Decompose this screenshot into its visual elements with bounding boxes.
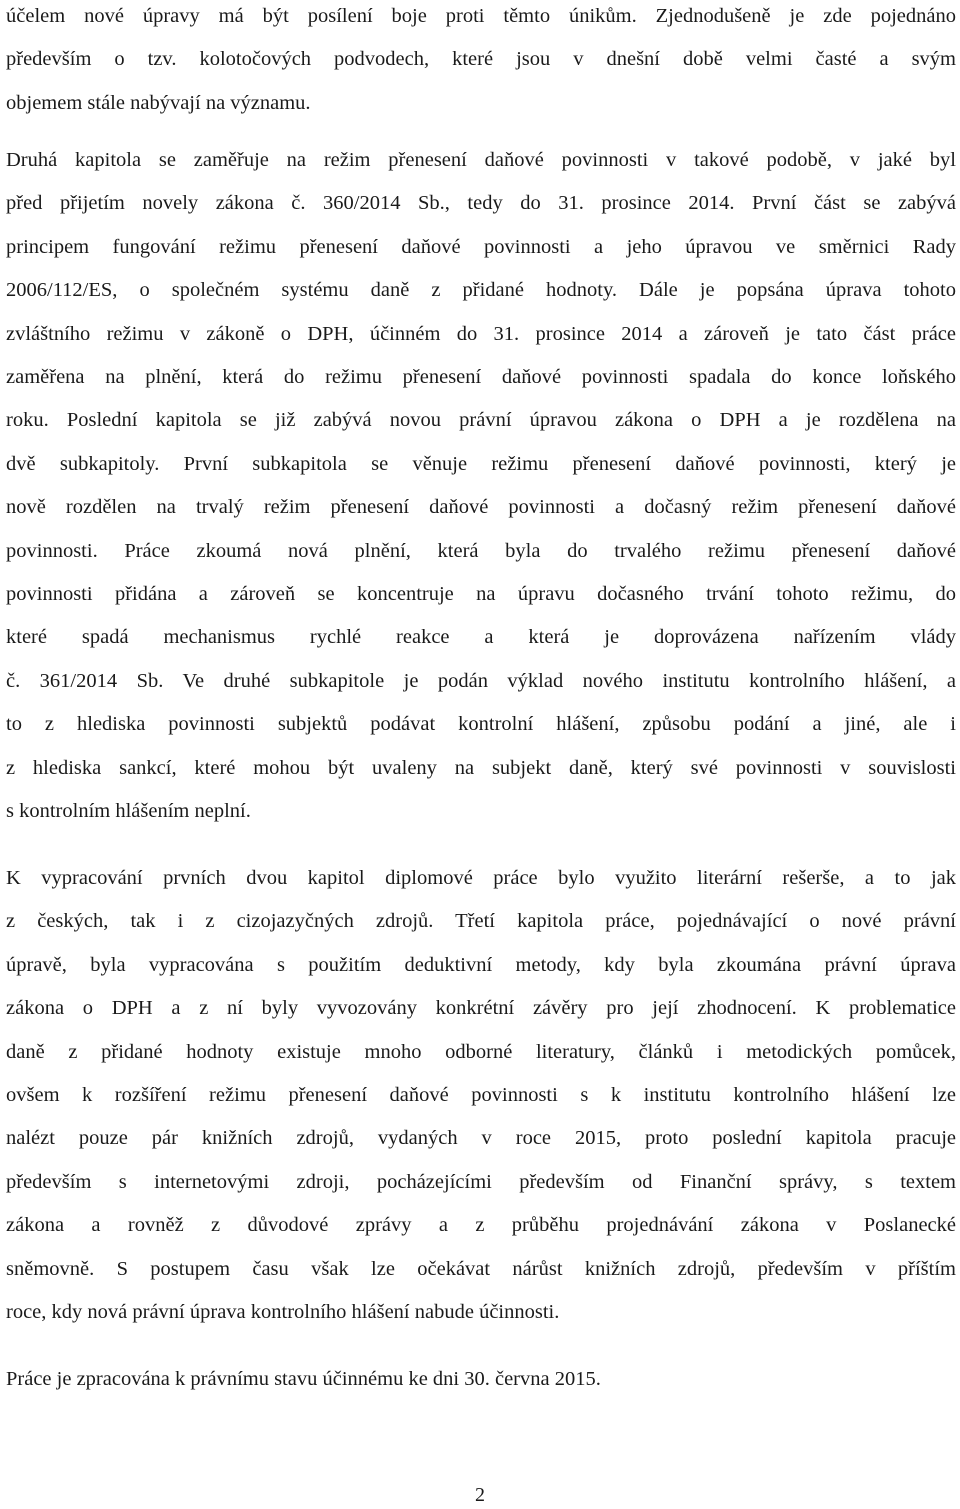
text-line: úpravě, byla vypracována s použitím deduktivní metody, kdy byla zkoumána právní úprava bbox=[6, 953, 956, 976]
text-line: zákona a rovněž z důvodové zprávy a z průběhu projednávání zákona v Poslanecké bbox=[6, 1214, 956, 1237]
text-line: sněmovně. S postupem času však lze očekávat nárůst knižních zdrojů, především v příštím bbox=[6, 1257, 956, 1280]
text-line: principem fungování režimu přenesení daňové povinnosti a jeho úpravou ve směrnici Rady bbox=[6, 235, 956, 258]
text-line: nově rozdělen na trvalý režim přenesení daňové povinnosti a dočasný režim přenesení daňové bbox=[6, 496, 956, 519]
page-number: 2 bbox=[475, 1484, 485, 1506]
text-line: z hlediska sankcí, které mohou být uvaleny na subjekt daně, který své povinnosti v souvislosti bbox=[6, 756, 956, 779]
text-line: z českých, tak i z cizojazyčných zdrojů. Třetí kapitola práce, pojednávající o nové právní bbox=[6, 910, 956, 933]
text-line: zaměřena na plnění, která do režimu přenesení daňové povinnosti spadala do konce loňského bbox=[6, 366, 956, 389]
paragraph-methodology bbox=[6, 857, 956, 1334]
text-line: objemem stále nabývají na významu. bbox=[6, 91, 311, 114]
text-line: ovšem k rozšíření režimu přenesení daňové povinnosti s k institutu kontrolního hlášení lze bbox=[6, 1084, 956, 1107]
paragraph-intro-continuation bbox=[6, 0, 956, 125]
text-line: dvě subkapitoly. První subkapitola se věnuje režimu přenesení daňové povinnosti, který je bbox=[6, 452, 956, 475]
text-line: s kontrolním hlášením neplní. bbox=[6, 800, 251, 823]
text-line: účelem nové úpravy má být posílení boje proti těmto únikům. Zjednodušeně je zde pojednáno bbox=[6, 5, 956, 27]
text-line: Druhá kapitola se zaměřuje na režim přenesení daňové povinnosti v takové podobě, v jaké byl bbox=[6, 149, 956, 171]
text-line: povinnosti. Práce zkoumá nová plnění, která byla do trvalého režimu přenesení daňové bbox=[6, 539, 956, 562]
text-line: které spadá mechanismus rychlé reakce a která je doprovázena nařízením vlády bbox=[6, 626, 956, 649]
text-line: zákona o DPH a z ní byly vyvozovány konkrétní závěry pro její zhodnocení. K problematice bbox=[6, 997, 956, 1020]
text-line: zvláštního režimu v zákoně o DPH, účinném do 31. prosince 2014 a zároveň je tato část práce bbox=[6, 322, 956, 345]
paragraph-legal-status-date bbox=[6, 1358, 956, 1401]
paragraph-chapter-overview bbox=[6, 139, 956, 834]
text-line: roku. Poslední kapitola se již zabývá novou právní úpravou zákona o DPH a je rozdělena na bbox=[6, 409, 956, 432]
text-line: především o tzv. kolotočových podvodech, které jsou v dnešní době velmi časté a svým bbox=[6, 48, 956, 71]
text-line: Práce je zpracována k právnímu stavu účinnému ke dni 30. června 2015. bbox=[6, 1368, 601, 1390]
text-line: 2006/112/ES, o společném systému daně z přidané hodnoty. Dále je popsána úprava tohoto bbox=[6, 279, 956, 302]
text-line: daně z přidané hodnoty existuje mnoho odborné literatury, článků i metodických pomůcek, bbox=[6, 1040, 956, 1063]
text-line: č. 361/2014 Sb. Ve druhé subkapitole je podán výklad nového institutu kontrolního hlášení, a bbox=[6, 669, 956, 692]
text-line: před přijetím novely zákona č. 360/2014 Sb., tedy do 31. prosince 2014. První část se zabývá bbox=[6, 192, 956, 215]
text-line: roce, kdy nová právní úprava kontrolního hlášení nabude účinnosti. bbox=[6, 1301, 560, 1324]
text-line: nalézt pouze pár knižních zdrojů, vydaných v roce 2015, proto poslední kapitola pracuje bbox=[6, 1127, 956, 1150]
text-line: především s internetovými zdroji, pocházejícími především od Finanční správy, s textem bbox=[6, 1170, 956, 1193]
text-line: to z hlediska povinnosti subjektů podávat kontrolní hlášení, způsobu podání a jiné, ale i bbox=[6, 713, 956, 736]
text-line: K vypracování prvních dvou kapitol diplomové práce bylo využito literární rešerše, a to jak bbox=[6, 867, 956, 889]
text-line: povinnosti přidána a zároveň se koncentruje na úpravu dočasného trvání tohoto režimu, do bbox=[6, 583, 956, 606]
